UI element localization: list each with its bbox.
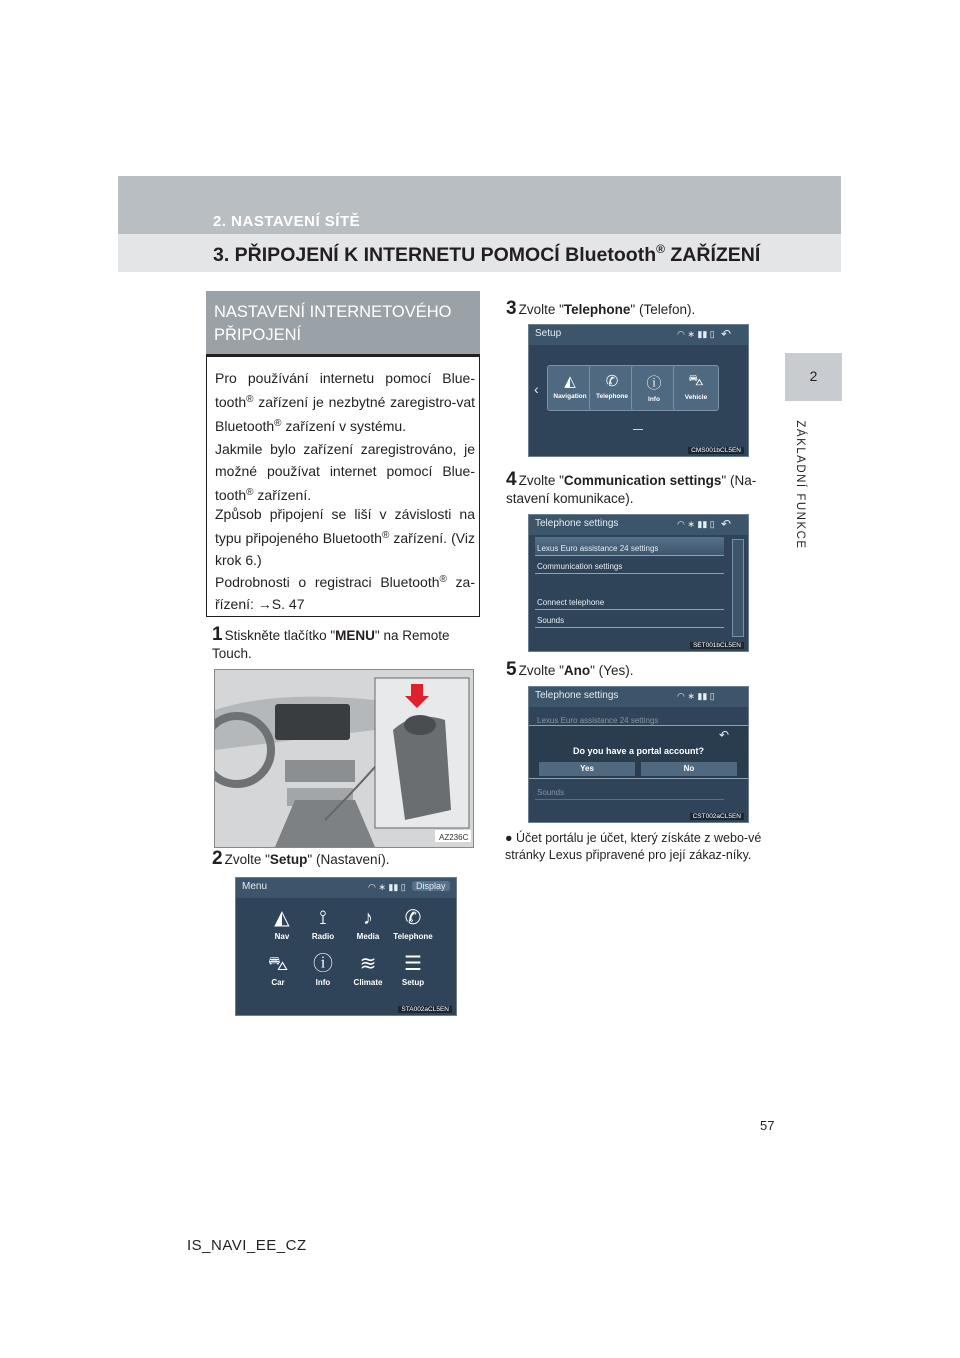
status-icons: ◠ ∗ ▮▮ ▯ [368,882,406,892]
page-indicator [633,429,643,430]
setup-vehicle[interactable]: ⛍ Vehicle [673,365,719,411]
phone-icon: ✆ [605,373,619,390]
menu-setup[interactable]: ☰ Setup [391,952,435,987]
setup-screen [528,324,749,457]
step-4: 4 Zvolte "Communication settings" (Na-stavení komunikace). [506,469,757,506]
document-code: IS_NAVI_EE_CZ [187,1237,307,1254]
portal-dialog [529,725,748,779]
compass-icon: ◭ [274,907,290,929]
menu-radio[interactable]: ⟟ Radio [301,906,345,941]
status-icons: ◠ ∗ ▮▮ ▯ [677,519,715,529]
yes-button[interactable]: Yes [539,762,635,776]
bullet-icon: ● [505,831,517,845]
info-icon: ⓘ [646,375,662,392]
info-icon: ⓘ [313,953,333,975]
car-icon: ⛍ [688,372,704,389]
chapter-title: 3. PŘIPOJENÍ K INTERNETU POMOCÍ Bluetooth® ZAŘÍZENÍ [213,242,761,266]
setup-screen-title: Setup [535,328,562,339]
section-title: 2. NASTAVENÍ SÍTĚ [213,213,361,230]
status-icons: ◠ ∗ ▮▮ ▯ [677,329,715,339]
back-icon[interactable]: ↶ [721,517,732,531]
row-euro-assistance[interactable]: Lexus Euro assistance 24 settings [535,537,724,556]
status-icons: ◠ ∗ ▮▮ ▯ [677,691,715,701]
row-connect-telephone[interactable]: Connect telephone [535,591,724,610]
setup-screen-code: CMS001bCL5EN [688,447,744,454]
info-paragraph-4: Podrobnosti o registraci Bluetooth® za-řízení: →S. 47 [215,574,476,612]
menu-nav[interactable]: ◭ Nav [260,906,304,941]
menu-car[interactable]: ⛍ Car [256,952,300,987]
row-sounds[interactable]: Sounds [535,609,724,628]
page-number: 57 [760,1118,775,1133]
row-euro-assistance-dimmed: Lexus Euro assistance 24 settings [535,709,724,728]
portal-screen-code: CST002aCL5EN [690,813,744,820]
portal-note: ● Účet portálu je účet, který získáte z webo-vé stránky Lexus připravené pro její zákaz-níky. [505,831,762,862]
climate-icon: ≋ [359,953,377,975]
portal-screen [528,686,749,823]
chapter-tab-number: 2 [809,368,818,384]
menu-info[interactable]: ⓘ Info [301,952,345,987]
back-icon[interactable]: ↶ [719,728,730,742]
antenna-icon: ⟟ [319,907,327,929]
row-empty [535,573,724,591]
setup-info[interactable]: ⓘ Info [631,365,677,411]
phone-settings-title: Telephone settings [535,518,619,529]
phone-icon: ✆ [404,907,422,929]
setup-telephone[interactable]: ✆ Telephone [589,365,635,411]
menu-screen [235,877,457,1016]
info-paragraph-1: Pro používání internetu pomocí Blue-tooth® zařízení je nezbytné zaregistro-vat Bluetooth® zařízení v systému. [215,370,475,434]
back-icon[interactable]: ↶ [721,327,732,341]
chapter-tab-label: ZÁKLADNÍ FUNKCE [794,420,806,550]
menu-climate[interactable]: ≋ Climate [346,952,390,987]
setup-screen-bar [529,325,748,345]
phone-settings-screen [528,514,749,652]
scrollbar[interactable] [732,539,744,637]
row-communication-settings[interactable]: Communication settings [535,555,724,574]
portal-question: Do you have a portal account? [572,746,705,756]
menu-screen-title: Menu [242,881,268,892]
portal-screen-title: Telephone settings [535,690,619,701]
step-2: 2 Zvolte "Setup" (Nastavení). [212,848,390,869]
info-box-title: NASTAVENÍ INTERNETOVÉHO PŘIPOJENÍ [214,303,452,344]
setup-icon: ☰ [404,953,422,975]
no-button[interactable]: No [641,762,737,776]
step-1: 1 Stiskněte tlačítko "MENU" na Remote Touch. [212,624,450,661]
console-illustration [215,670,473,847]
menu-media[interactable]: ♪ Media [346,906,390,941]
menu-telephone[interactable]: ✆ Telephone [391,906,435,941]
car-icon: ⛍ [267,953,289,975]
compass-icon: ◭ [564,373,576,390]
setup-navigation[interactable]: ◭ Navigation [547,365,593,411]
step-5: 5 Zvolte "Ano" (Yes). [506,659,634,680]
menu-screen-code: STA002aCL5EN [398,1006,452,1013]
info-paragraph-3: Způsob připojení se liší v závislosti na typu připojeného Bluetooth® zařízení. (Viz krok 6.) [215,506,475,568]
music-note-icon: ♪ [363,907,373,929]
photo-code: AZ236C [439,833,469,842]
phone-settings-code: SET001bCL5EN [690,642,744,649]
display-button[interactable]: Display [412,881,450,891]
chevron-left-icon[interactable]: ‹ [534,381,539,397]
step-3: 3 Zvolte "Telephone" (Telefon). [506,298,696,319]
info-paragraph-2: Jakmile bylo zařízení zaregistrováno, je možné používat internet pomocí Blue-tooth® zařízení. [215,441,475,503]
console-photo [214,669,474,848]
row-sounds-dimmed: Sounds [535,781,724,800]
